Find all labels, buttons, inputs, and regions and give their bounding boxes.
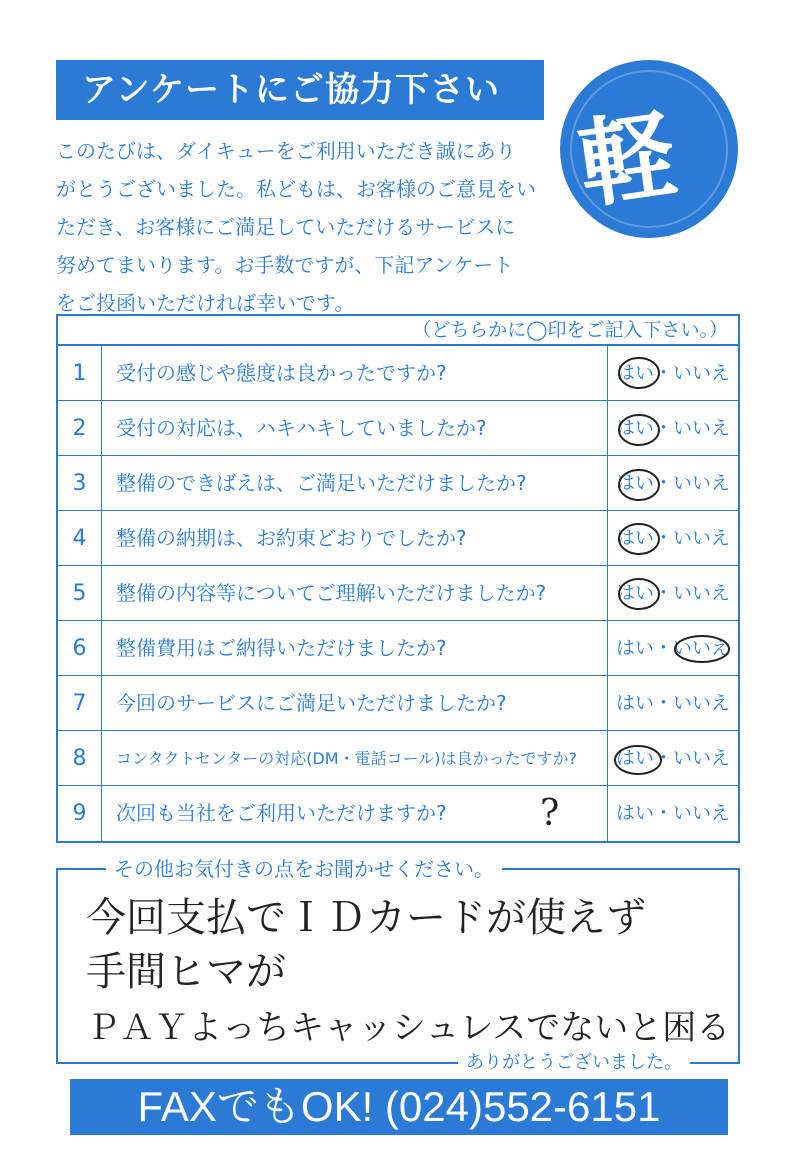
- question-text: 受付の感じや態度は良かったですか?: [102, 346, 608, 400]
- question-text: 受付の対応は、ハキハキしていましたか?: [102, 401, 608, 455]
- survey-instruction: （どちらかに◯印をご記入下さい。）: [58, 316, 738, 346]
- question-number: 2: [58, 401, 102, 455]
- question-number: 3: [58, 456, 102, 510]
- answer-choice[interactable]: [608, 566, 738, 620]
- intro-line: がとうございました。私どもは、お客様のご意見をい: [56, 177, 536, 201]
- svg-text:軽: 軽: [572, 97, 683, 223]
- survey-row: [58, 511, 738, 566]
- question-label: 次回も当社をご利用いただけますか?: [116, 801, 447, 825]
- hand-circle-mark: [616, 520, 662, 558]
- survey-row: [58, 676, 738, 731]
- answer-choice[interactable]: [608, 511, 738, 565]
- answer-choice[interactable]: [608, 401, 738, 455]
- answer-label: はい・いいえ: [615, 362, 730, 384]
- survey-row: [58, 346, 738, 401]
- survey-row: [58, 731, 738, 786]
- intro-line: このたびは、ダイキューをご利用いただき誠にあり: [56, 139, 516, 163]
- answer-choice[interactable]: [608, 786, 738, 841]
- survey-row: [58, 786, 738, 841]
- survey-row: [58, 456, 738, 511]
- other-comments-box[interactable]: [56, 857, 740, 1073]
- hand-circle-mark: [612, 741, 664, 779]
- hand-circle-mark: [672, 632, 732, 666]
- answer-choice[interactable]: [608, 346, 738, 400]
- question-number: 9: [58, 786, 102, 841]
- question-text: 整備のできばえは、ご満足いただけましたか?: [102, 456, 608, 510]
- survey-row: [58, 621, 738, 676]
- survey-row: [58, 401, 738, 456]
- question-text: 整備の納期は、お約束どおりでしたか?: [102, 511, 608, 565]
- other-comments-heading: その他お気付きの点をお聞かせください。: [106, 856, 502, 882]
- question-text: 整備費用はご納得いただけましたか?: [102, 621, 608, 675]
- question-number: 5: [58, 566, 102, 620]
- answer-choice[interactable]: [608, 456, 738, 510]
- hand-circle-mark: [616, 354, 662, 392]
- question-number: 7: [58, 676, 102, 730]
- question-text: 整備の内容等についてご理解いただけましたか?: [102, 566, 608, 620]
- answer-label: はい・いいえ: [615, 637, 730, 659]
- question-number: 6: [58, 621, 102, 675]
- answer-label: はい・いいえ: [615, 802, 730, 824]
- intro-line: ただき、お客様にご満足していただけるサービスに: [56, 215, 516, 239]
- answer-label: はい・いいえ: [615, 747, 730, 769]
- answer-label: はい・いいえ: [615, 527, 730, 549]
- answer-label: はい・いいえ: [615, 417, 730, 439]
- badge-logo: [560, 60, 738, 238]
- kei-logo-icon: [560, 60, 738, 238]
- hand-circle-mark: [616, 575, 662, 613]
- hand-circle-mark: [616, 466, 662, 504]
- question-number: 4: [58, 511, 102, 565]
- handwritten-comment-line: 手間ヒマが: [86, 949, 286, 995]
- intro-line: をご投函いただければ幸いです。: [56, 291, 355, 315]
- question-text: 今回のサービスにご満足いただけましたか?: [102, 676, 608, 730]
- handwritten-comment-line: ＰＡＹよっちキャッシュレスでないと困る: [86, 1008, 731, 1048]
- question-number: 8: [58, 731, 102, 785]
- answer-label: はい・いいえ: [615, 692, 730, 714]
- survey-title: アンケートにご協力下さい: [56, 60, 544, 120]
- answer-choice[interactable]: [608, 621, 738, 675]
- fax-banner: FAXでもOK! (024)552-6151: [70, 1079, 728, 1135]
- intro-line: 努めてまいります。お手数ですが、下記アンケート: [56, 253, 514, 277]
- question-text: コンタクトセンターの対応(DM・電話コール)は良かったですか?: [102, 731, 608, 785]
- survey-table: [56, 314, 740, 843]
- question-text: [102, 786, 608, 841]
- handwritten-question-mark: ?: [540, 793, 560, 834]
- hand-circle-mark: [616, 411, 662, 449]
- answer-choice[interactable]: [608, 676, 738, 730]
- handwritten-comment-line: 今回支払でＩＤカードが使えず: [86, 895, 646, 941]
- survey-row: [58, 566, 738, 621]
- answer-choice[interactable]: [608, 731, 738, 785]
- answer-label: はい・いいえ: [615, 472, 730, 494]
- intro-text: [56, 132, 556, 322]
- answer-label: はい・いいえ: [615, 582, 730, 604]
- thanks-text: ありがとうございました。: [458, 1050, 690, 1076]
- question-number: 1: [58, 346, 102, 400]
